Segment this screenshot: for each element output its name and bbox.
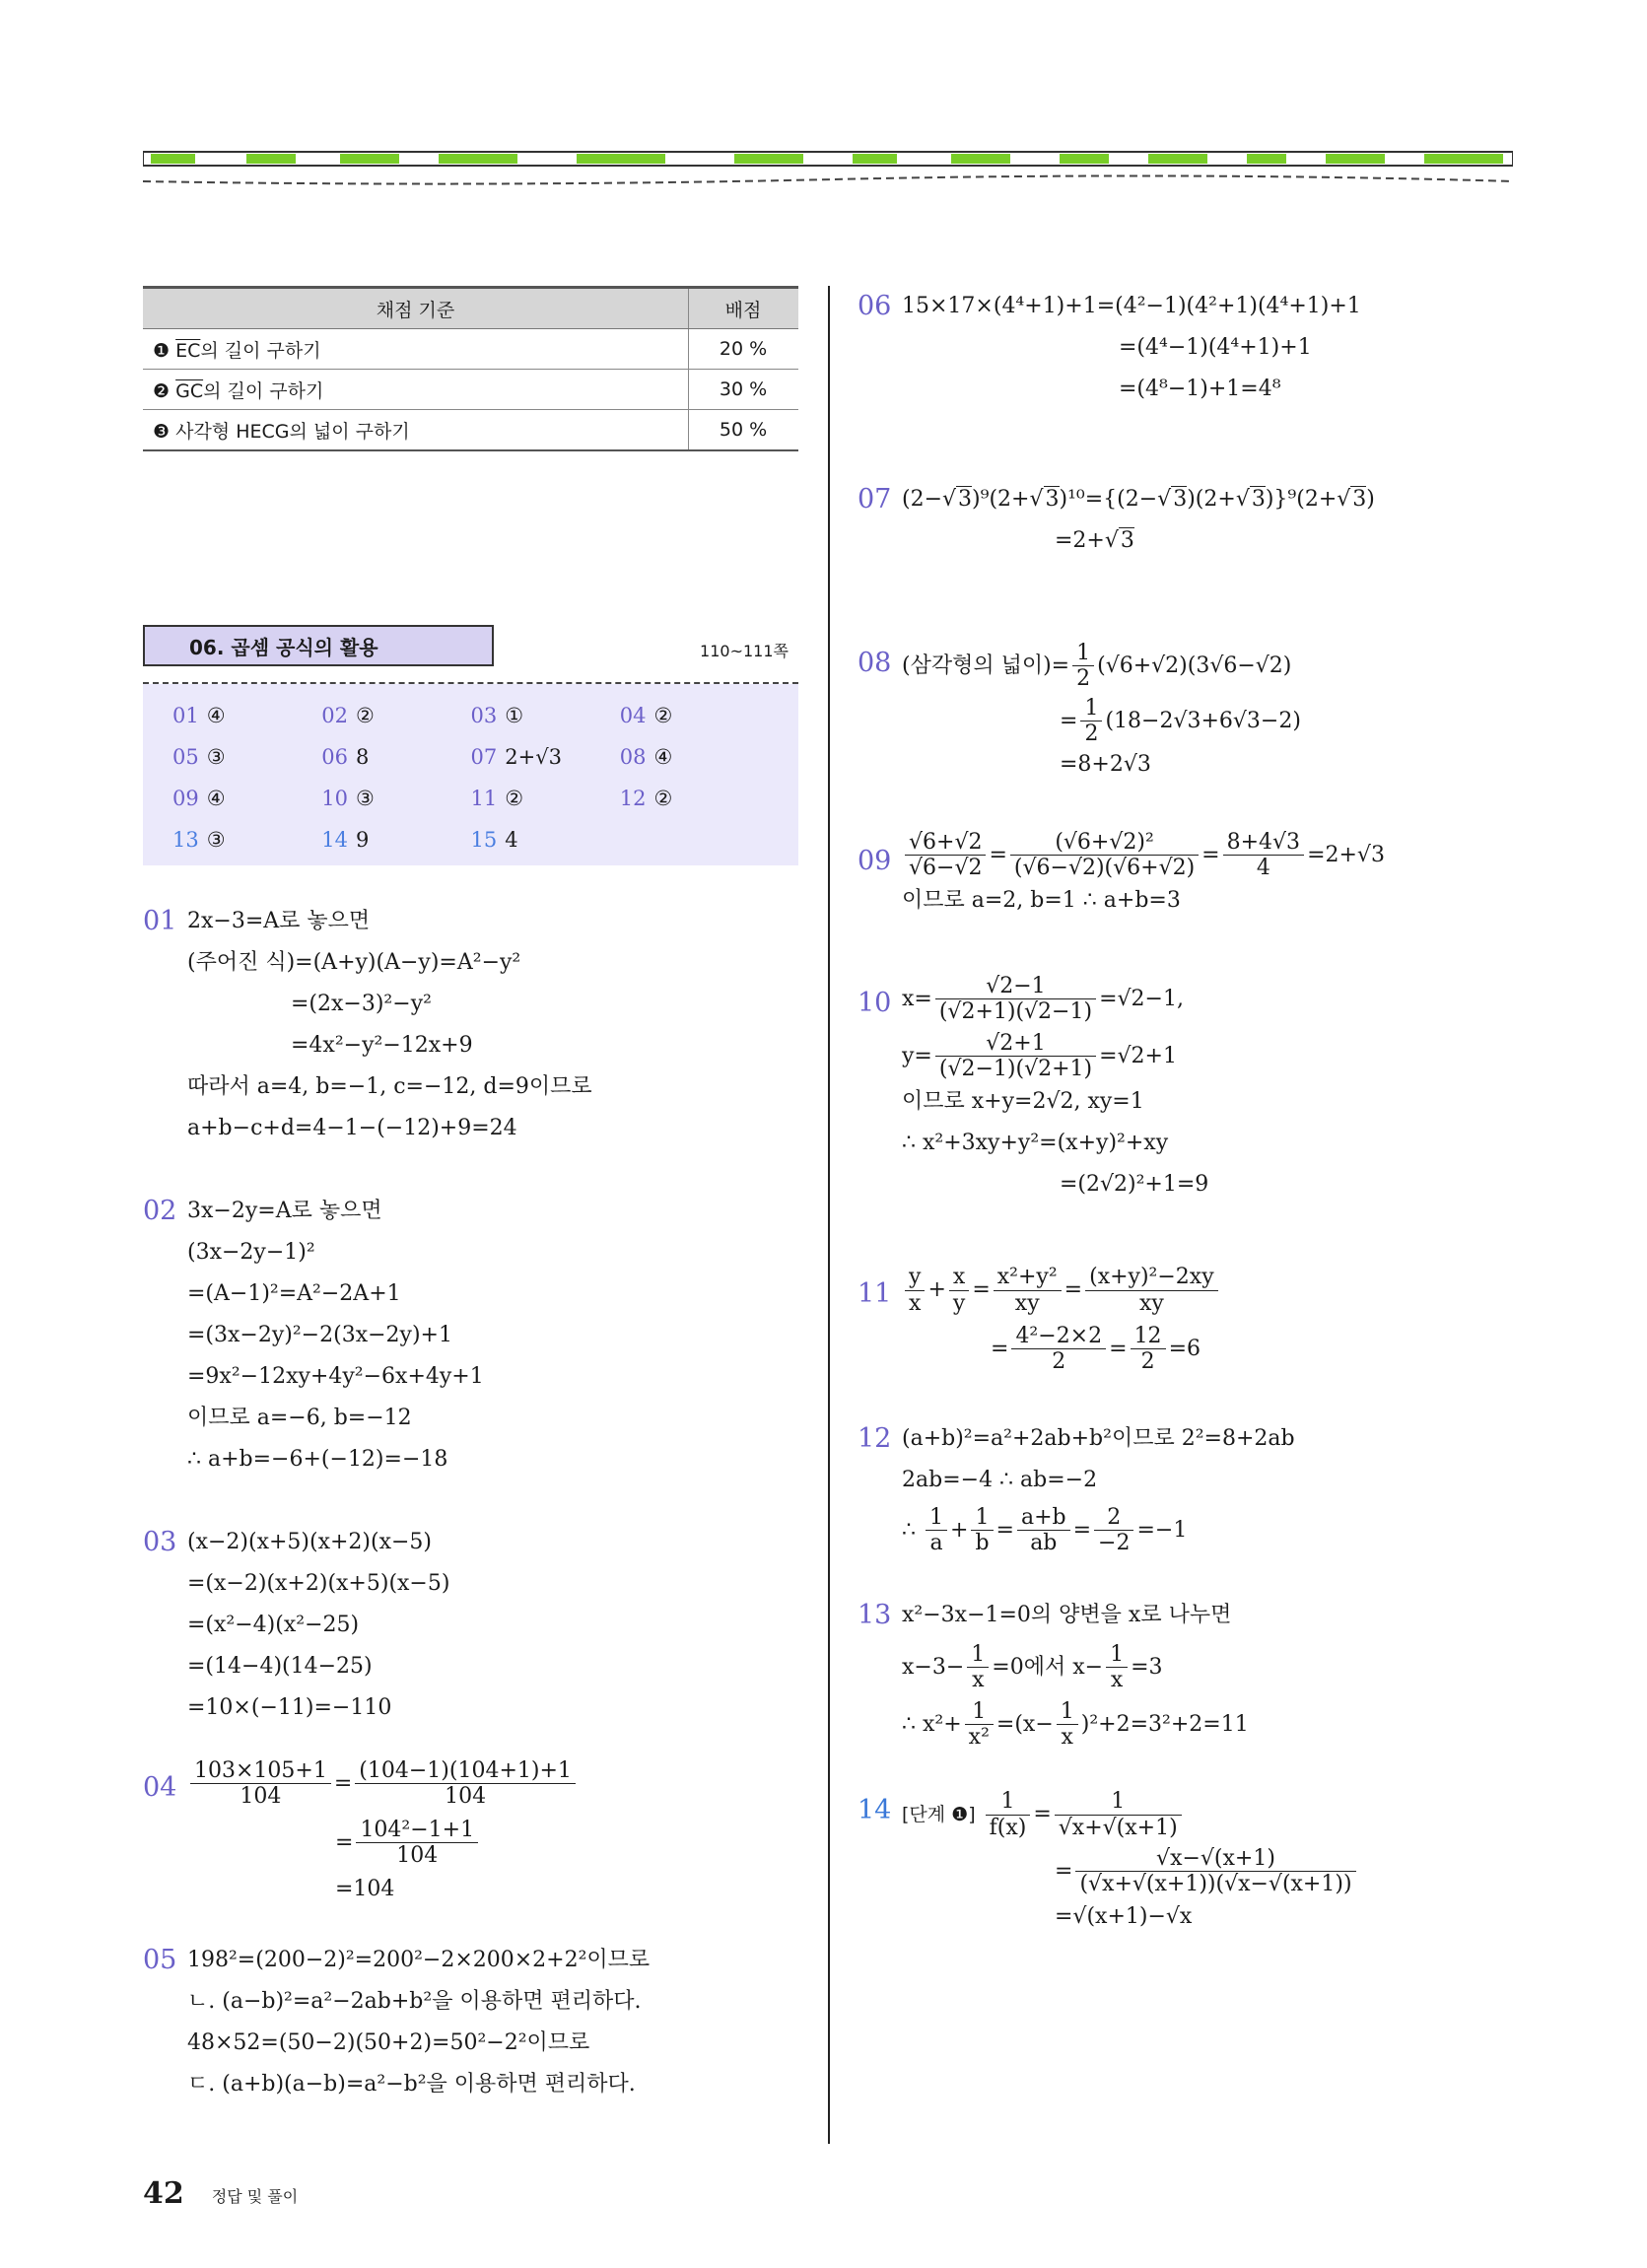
answer-item: 07 2+√3 <box>470 745 562 769</box>
criterion-text: 의 길이 구하기 <box>200 339 321 362</box>
fraction: $\frac{1}{2}$ <box>1072 641 1094 692</box>
answer-item: 01 ④ <box>172 704 226 727</box>
problem-number: 07 <box>858 484 892 515</box>
page-footer <box>143 2176 298 2211</box>
fraction: $\frac{\text{4²−2×2}}{2}$ <box>1011 1324 1106 1375</box>
fraction: $\frac{\text{(√6+√2)²}}{(√6-√2)(√6+√2)}$ <box>1010 830 1199 881</box>
fraction: $\frac{12}{2}$ <box>1131 1324 1166 1375</box>
answer-grid <box>143 684 798 865</box>
fraction: $\frac{√2-1}{(√2+1)(√2-1)}$ <box>935 974 1096 1025</box>
answer-item: 15 4 <box>470 828 518 852</box>
fraction: $\frac{\text{104²−1+1}}{104}$ <box>356 1818 478 1869</box>
fraction: $\frac{1}{\text{x²}}$ <box>965 1699 994 1751</box>
fraction: $\frac{1}{b}$ <box>971 1505 993 1556</box>
problem-number: 10 <box>858 988 892 1019</box>
solution-12: 12 (a+b)²=a²+2ab+b²이므로 2²=8+2ab 2ab=−4 ∴ ab=−2 ∴ $\frac{1}{a}$ + $\frac{1}{b}$ = $\frac{a+b}{ab}$ = $\frac{2}{-2}$ =−1 <box>858 1418 1508 1556</box>
page-number: 42 <box>143 2176 184 2211</box>
left-column <box>143 286 798 2105</box>
grading-row <box>143 410 798 451</box>
problem-number: 03 <box>143 1527 177 1557</box>
solution-10: 10 x= $\frac{√2-1}{(√2+1)(√2-1)}$ =√2−1, y= $\frac{√2+1}{(√2-1)(√2+1)}$ =√2+1 이므로 x+y=2√2, xy=1 ∴ x²+3xy+y²=(x+y)²+xy =(2√2)²+1=9 <box>858 974 1209 1198</box>
fraction: $\frac{x}{y}$ <box>949 1265 969 1316</box>
section-title: 06. 곱셈 공식의 활용 <box>143 625 494 666</box>
grading-row <box>143 329 798 370</box>
solution-13: 13 x²−3x−1=0의 양변을 x로 나누면 x−3− $\frac{1}{x}$ =0에서 x− $\frac{1}{x}$ =3 ∴ x²+ $\frac{1}{\text{x²}}$ =(x− $\frac{1}{x}$ )²+2=3²+2=11 <box>858 1595 1508 1750</box>
problem-number: 11 <box>858 1278 892 1310</box>
grading-table <box>143 286 798 451</box>
solution-08: 08 (삼각형의 넓이)= $\frac{1}{2}$ (√6+√2)(3√6−√2) = $\frac{1}{2}$ (18−2√3+6√3−2) =8+2√3 <box>858 641 1301 778</box>
right-column <box>858 286 1508 1931</box>
dashed-divider <box>143 682 798 684</box>
problem-number: 12 <box>858 1422 892 1454</box>
answer-item: 08 ④ <box>619 745 673 769</box>
fraction: $\frac{1}{√x+√(x+1)}$ <box>1055 1789 1182 1840</box>
segment-label: $\overline{GC}$ <box>175 379 204 402</box>
section-pages: 110~111쪽 <box>700 642 789 660</box>
problem-number: 01 <box>143 906 177 936</box>
solution-03: 03 (x−2)(x+5)(x+2)(x−5) =(x−2)(x+2)(x+5)(x−5) =(x²−4)(x²−25) =(14−4)(14−25) =10×(−11)=−110 <box>143 1522 798 1729</box>
top-decorative-band <box>143 148 1513 192</box>
solution-06: 06 15×17×(4⁴+1)+1=(4²−1)(4²+1)(4⁴+1)+1 =(4⁴−1)(4⁴+1)+1 =(4⁸−1)+1=4⁸ <box>858 286 1508 410</box>
solution-04: 04 $\frac{103\times 105+1}{104}$ = $\frac{(104-1)(104+1)+1}{104}$ = $\frac{\text{104²−1+1}}{104}$ =104 <box>143 1758 798 1904</box>
step-label: [단계 ❶] <box>902 1804 976 1826</box>
points-value: 30 % <box>689 370 799 410</box>
fraction: $\frac{(104-1)(104+1)+1}{104}$ <box>355 1758 576 1810</box>
points-value: 50 % <box>689 410 799 451</box>
problem-number: 09 <box>858 845 892 876</box>
fraction: $\frac{√x-√(x+1)}{(√x+√(x+1))(√x-√(x+1))}$ <box>1075 1846 1355 1897</box>
fraction: $\frac{√6+√2}{√6-√2}$ <box>905 830 986 881</box>
fraction: $\frac{1}{x}$ <box>1057 1699 1078 1751</box>
fraction: $\frac{y}{x}$ <box>905 1265 925 1316</box>
problem-number: 13 <box>858 1600 892 1631</box>
criterion-text: 사각형 HECG의 넓이 구하기 <box>175 420 410 443</box>
answer-item: 06 8 <box>321 745 370 769</box>
fraction: $\frac{1}{x}$ <box>1106 1642 1128 1693</box>
fraction: $\frac{8+4√3}{4}$ <box>1223 830 1304 881</box>
footer-label: 정답 및 풀이 <box>211 2186 299 2206</box>
problem-number: 02 <box>143 1196 177 1226</box>
step-marker: ❶ <box>153 339 171 362</box>
grading-header-points: 배점 <box>689 288 799 329</box>
grading-header-criteria: 채점 기준 <box>143 288 689 329</box>
problem-number: 08 <box>858 648 892 678</box>
answer-item: 05 ③ <box>172 745 226 769</box>
solution-07: 07 (2−√3)⁹(2+√3)¹⁰={(2−√3)(2+√3)}⁹(2+√3) =2+√3 <box>858 479 1508 562</box>
answer-item: 09 ④ <box>172 787 226 810</box>
answer-item: 14 9 <box>321 828 370 852</box>
fraction: $\frac{\text{(x+y)²−2xy}}{xy}$ <box>1085 1265 1218 1316</box>
solution-01: 01 2x−3=A로 놓으면 (주어진 식)=(A+y)(A−y)=A²−y² =(2x−3)²−y² =4x²−y²−12x+9 따라서 a=4, b=−1, c=−12, d=9이므로 a+b−c+d=4−1−(−12)+9=24 <box>143 901 798 1149</box>
fraction: $\frac{1}{2}$ <box>1080 696 1102 747</box>
step-marker: ❷ <box>153 379 171 402</box>
fraction: $\frac{103\times 105+1}{104}$ <box>190 1758 331 1810</box>
solution-11: 11 $\frac{y}{x}$ + $\frac{x}{y}$ = $\frac{\text{x²+y²}}{xy}$ = $\frac{\text{(x+y)²−2xy}}{xy}$ = $\frac{\text{4²−2×2}}{2}$ = $\frac{12}{2}$ =6 <box>858 1265 1508 1374</box>
fraction: $\frac{\text{x²+y²}}{xy}$ <box>994 1265 1062 1316</box>
criterion-text: 의 길이 구하기 <box>203 379 324 402</box>
fraction: $\frac{1}{a}$ <box>926 1505 947 1556</box>
fraction: $\frac{a+b}{ab}$ <box>1017 1505 1070 1556</box>
fraction: $\frac{1}{f(x)}$ <box>986 1789 1031 1840</box>
solution-14: 14 [단계 ❶] $\frac{1}{f(x)}$ = $\frac{1}{√x+√(x+1)}$ = $\frac{√x-√(x+1)}{(√x+√(x+1))(√x-√(x+1))}$ =√(x+1)−√x <box>858 1789 1508 1931</box>
problem-number: 05 <box>143 1944 177 1975</box>
fraction: $\frac{√2+1}{(√2-1)(√2+1)}$ <box>935 1031 1096 1082</box>
fraction: $\frac{1}{x}$ <box>967 1642 989 1693</box>
answer-item: 03 ① <box>470 704 524 727</box>
answer-item: 13 ③ <box>172 828 226 852</box>
segment-label: $\overline{EC}$ <box>175 339 201 362</box>
answer-item: 11 ② <box>470 787 524 810</box>
problem-number: 04 <box>143 1772 177 1803</box>
solution-09: 09 $\frac{√6+√2}{√6-√2}$ = $\frac{\text{(√6+√2)²}}{(√6-√2)(√6+√2)}$ = $\frac{8+4√3}{4}$ =2+√3 이므로 a=2, b=1 ∴ a+b=3 <box>858 829 1385 913</box>
answer-item: 12 ② <box>619 787 673 810</box>
step-marker: ❸ <box>153 420 171 443</box>
fraction: $\frac{2}{-2}$ <box>1094 1505 1133 1556</box>
section-header <box>143 625 798 684</box>
solution-05: 05 198²=(200−2)²=200²−2×200×2+2²이므로 ㄴ. (a−b)²=a²−2ab+b²을 이용하면 편리하다. 48×52=(50−2)(50+2)=50²−2²이므로 ㄷ. (a+b)(a−b)=a²−b²을 이용하면 편리하다. <box>143 1940 798 2105</box>
answer-item: 02 ② <box>321 704 375 727</box>
problem-number: 14 <box>858 1795 892 1826</box>
solution-02: 02 3x−2y=A로 놓으면 (3x−2y−1)² =(A−1)²=A²−2A+1 =(3x−2y)²−2(3x−2y)+1 =9x²−12xy+4y²−6x+4y+1 이므로 a=−6, b=−12 ∴ a+b=−6+(−12)=−18 <box>143 1191 798 1480</box>
column-divider <box>828 286 830 2144</box>
problem-number: 06 <box>858 291 892 321</box>
answer-item: 04 ② <box>619 704 673 727</box>
grading-row <box>143 370 798 410</box>
points-value: 20 % <box>689 329 799 370</box>
answer-item: 10 ③ <box>321 787 375 810</box>
